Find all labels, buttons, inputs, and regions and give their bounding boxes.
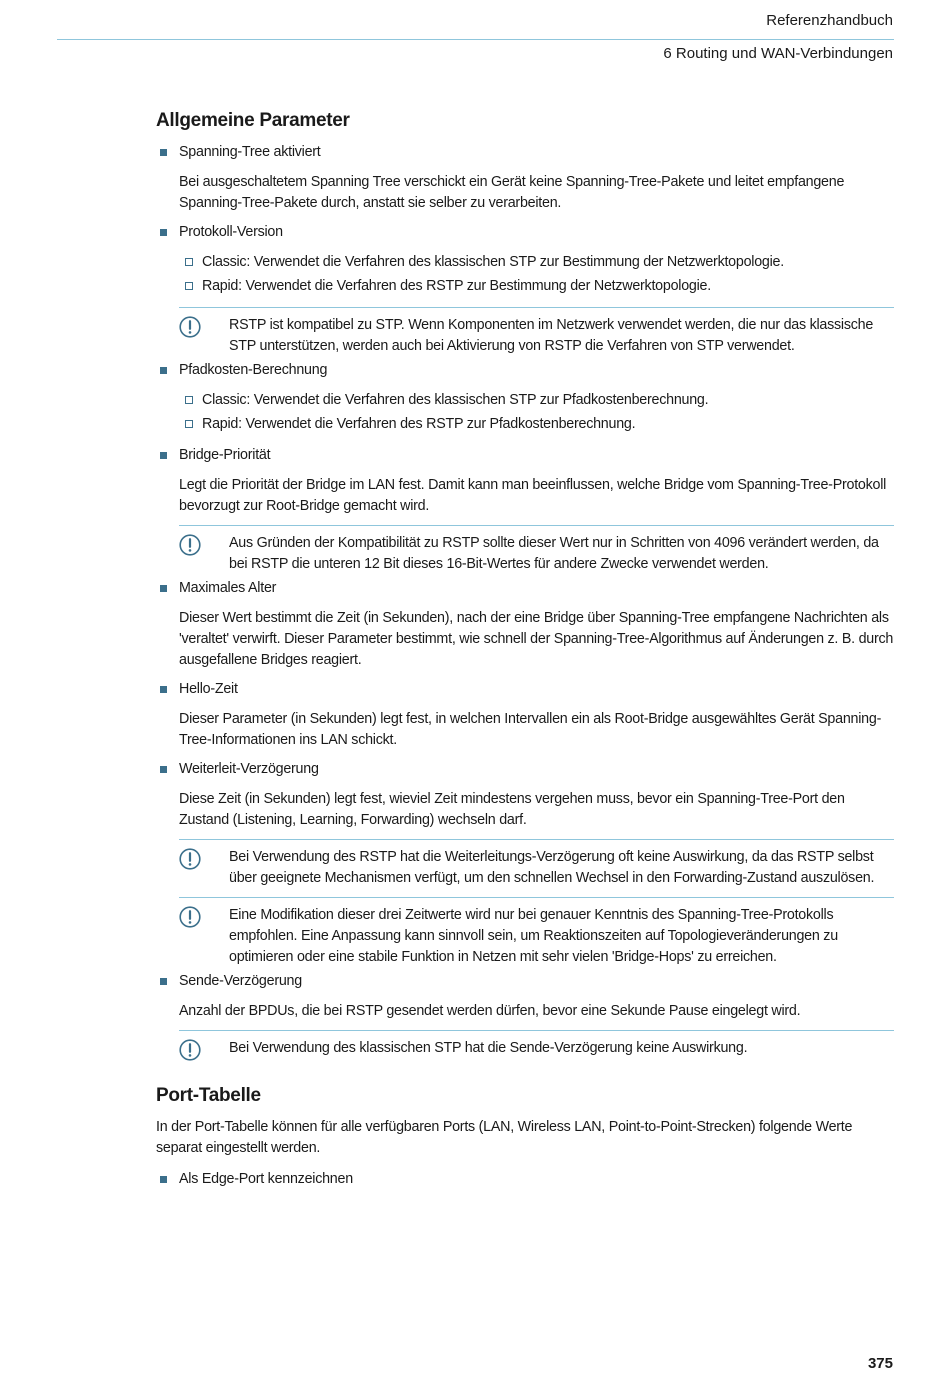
parameter-label: Spanning-Tree aktiviert <box>156 142 894 163</box>
exclamation-circle-icon <box>179 1039 201 1061</box>
option-item: Rapid: Verwendet die Verfahren des RSTP zur Bestimmung der Netzwerktopologie. <box>202 276 894 297</box>
note-box <box>179 307 894 357</box>
parameter-label: Sende-Verzögerung <box>156 971 894 992</box>
note-box <box>179 525 894 575</box>
note-text: RSTP ist kompatibel zu STP. Wenn Komponenten im Netzwerk verwendet werden, die nur das klassische STP unterstützen, werden auch bei Aktivierung von RSTP die Verfahren von STP verwendet. <box>229 317 874 354</box>
parameter-description: Anzahl der BPDUs, die bei RSTP gesendet werden dürfen, bevor eine Sekunde Pause eingelegt wird. <box>179 1003 801 1019</box>
note-text: Bei Verwendung des RSTP hat die Weiterleitungs-Verzögerung oft keine Auswirkung, da das RSTP selbst über geeignete Mechanismen verfügt, um den schnellen Wechsel in den Forwarding-Zustand auszulösen. <box>229 849 875 886</box>
parameter-description: Dieser Parameter (in Sekunden) legt fest, in welchen Intervallen ein als Root-Bridge ausgewähltes Gerät Spanning-Tree-Informationen ins LAN schickt. <box>179 711 882 748</box>
parameter-label: Weiterleit-Verzögerung <box>156 759 894 780</box>
parameter-label: Als Edge-Port kennzeichnen <box>156 1169 894 1190</box>
header-rule <box>57 39 894 40</box>
option-list <box>202 390 894 435</box>
note-text: Bei Verwendung des klassischen STP hat die Sende-Verzögerung keine Auswirkung. <box>229 1040 748 1056</box>
parameter-description: Dieser Wert bestimmt die Zeit (in Sekunden), nach der eine Bridge über Spanning-Tree empfangene Nachrichten als 'veraltet' verwirft. Dieser Parameter bestimmt, wie schnell der Spanning-Tree-Algorithmus auf Änderungen z. B. durch ausgefallene Bridges reagiert. <box>179 610 894 668</box>
parameter-description: Legt die Priorität der Bridge im LAN fest. Damit kann man beeinflussen, welche Bridge vom Spanning-Tree-Protokoll bevorzugt zur Root-Bridge gemacht wird. <box>179 477 887 514</box>
note-text: Eine Modifikation dieser drei Zeitwerte wird nur bei genauer Kenntnis des Spanning-Tree-Protokolls empfohlen. Eine Anpassung kann sinnvoll sein, um Reaktionszeiten auf Topologieveränderungen zu optimieren oder eine stabile Funktion in Netzen mit sehr vielen 'Bridge-Hops' zu erreichen. <box>229 907 838 965</box>
note-box <box>179 839 894 889</box>
option-item: Classic: Verwendet die Verfahren des klassischen STP zur Bestimmung der Netzwerktopologie. <box>202 252 894 273</box>
option-item: Classic: Verwendet die Verfahren des klassischen STP zur Pfadkostenberechnung. <box>202 390 894 411</box>
note-text: Aus Gründen der Kompatibilität zu RSTP sollte dieser Wert nur in Schritten von 4096 verändert werden, da bei RSTP die unteren 12 Bit dieses 16-Bit-Wertes für andere Zwecke verwendet werden. <box>229 535 879 572</box>
parameter-label: Bridge-Priorität <box>156 445 894 466</box>
exclamation-circle-icon <box>179 534 201 556</box>
parameter-label: Protokoll-Version <box>156 222 894 243</box>
section-intro: In der Port-Tabelle können für alle verfügbaren Ports (LAN, Wireless LAN, Point-to-Point-Strecken) folgende Werte separat eingestellt werden. <box>156 1119 853 1156</box>
option-list <box>202 252 894 297</box>
parameter-description: Diese Zeit (in Sekunden) legt fest, wieviel Zeit mindestens vergehen muss, bevor ein Spanning-Tree-Port den Zustand (Listening, Learning, Forwarding) wechseln darf. <box>179 791 845 828</box>
note-box <box>179 1030 894 1059</box>
exclamation-circle-icon <box>179 316 201 338</box>
page-number: 375 <box>867 1355 893 1372</box>
exclamation-circle-icon <box>179 906 201 928</box>
exclamation-circle-icon <box>179 848 201 870</box>
header-chapter: 6 Routing und WAN-Verbindungen <box>663 45 893 62</box>
section-heading: Allgemeine Parameter <box>156 110 350 131</box>
header-title: Referenzhandbuch <box>766 12 893 29</box>
parameter-label: Pfadkosten-Berechnung <box>156 360 894 381</box>
section-heading: Port-Tabelle <box>156 1085 261 1106</box>
parameter-label: Hello-Zeit <box>156 679 894 700</box>
note-box <box>179 897 894 968</box>
parameter-description: Bei ausgeschaltetem Spanning Tree verschickt ein Gerät keine Spanning-Tree-Pakete und leitet empfangene Spanning-Tree-Pakete durch, anstatt sie selber zu verarbeiten. <box>179 174 845 211</box>
parameter-label: Maximales Alter <box>156 578 894 599</box>
main-content <box>156 110 894 1199</box>
option-item: Rapid: Verwendet die Verfahren des RSTP zur Pfadkostenberechnung. <box>202 414 894 435</box>
